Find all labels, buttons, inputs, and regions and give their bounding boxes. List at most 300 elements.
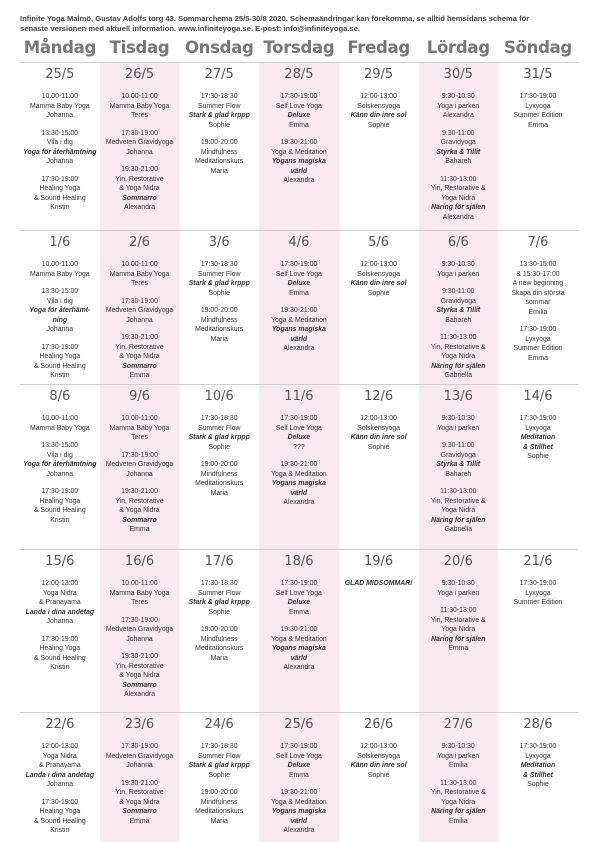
class-detail: Johanna (46, 326, 74, 333)
class-entry (418, 441, 498, 479)
class-detail: Yoga i parken (437, 424, 480, 432)
class-detail: Medveten Gravidyoga (105, 139, 174, 146)
class-detail: Teres (131, 599, 148, 606)
class-detail: Yoga i parken (437, 589, 480, 597)
class-detail: Johanna (46, 618, 74, 625)
class-detail: Yoga för återhämt- (29, 307, 91, 314)
day-date: 20/6 (443, 554, 473, 569)
class-entry (179, 138, 259, 176)
class-time: 17:30-18:30 (200, 261, 238, 268)
day-date: 25/6 (284, 717, 314, 732)
class-detail: Mamma Baby Yoga (109, 424, 170, 432)
class-detail: Yin, Restorative & (430, 497, 486, 505)
class-detail: Mindfulness (200, 148, 238, 156)
class-detail: Mamma Baby Yoga (29, 270, 90, 278)
day-date: 6/6 (447, 235, 469, 250)
class-detail: Alexandra (283, 664, 315, 671)
class-detail: & Stillhet (523, 771, 553, 779)
class-detail: & Pranayama (38, 762, 81, 769)
class-time: 19:30-21:00 (121, 779, 158, 787)
class-entry (339, 414, 419, 452)
day-cell (339, 231, 419, 384)
day-cell (100, 63, 180, 230)
day-cell (498, 713, 578, 842)
class-detail: Healing Yoga (39, 497, 81, 505)
day-date: 30/5 (443, 67, 473, 82)
weekday-monday: Måndag (23, 38, 96, 57)
class-time: 10.00-11:00 (41, 93, 78, 100)
class-entry (259, 260, 339, 298)
day-cell (418, 231, 498, 384)
day-date: 28/5 (284, 67, 314, 82)
class-detail: Emma (528, 354, 548, 362)
class-time: 17:30-18:30 (200, 93, 238, 100)
class-detail: Sommarro (122, 808, 157, 815)
class-detail: Maria (210, 167, 228, 175)
class-entry (20, 260, 100, 279)
class-entry (179, 92, 259, 130)
class-detail: Alexandra (124, 204, 156, 211)
class-detail: Teres (131, 112, 148, 119)
class-time: 9:30-10:30 (441, 743, 475, 750)
day-cell (179, 231, 259, 384)
header-line-1: Infinite Yoga Malmö, Gustav Adolfs torg 43. Sommarchema 25/5-30/8 2020. Schemaändringar kan förekomma, se alltid hemsidans schema för (20, 14, 530, 23)
class-detail: Gravidyoga (440, 451, 476, 459)
day-cell (20, 385, 100, 549)
class-entry (418, 333, 498, 381)
class-detail: Meditation (520, 434, 556, 441)
class-detail: & Sound Healing (33, 362, 86, 370)
day-date: 16/6 (124, 554, 155, 569)
class-time: 10.00-11:00 (41, 261, 78, 268)
class-detail: Stark & glad krppp (188, 762, 250, 769)
class-time: 19:30-21:00 (121, 334, 158, 341)
class-detail: Landa i dina andetag (25, 608, 95, 616)
class-detail: Emma (129, 817, 150, 825)
class-detail: Yin, Restorative & (430, 343, 486, 351)
class-time: 17:30-18:30 (200, 743, 238, 750)
class-detail: Medveten Gravidyoga (105, 307, 174, 314)
class-detail: Yin, Restorative & (430, 789, 486, 796)
weekday-sunday: Söndag (504, 38, 572, 57)
day-date: 19/6 (363, 554, 394, 569)
class-detail: Bahareh (445, 316, 472, 324)
class-time: 17:30-19:00 (519, 326, 557, 333)
class-detail: & Yoga Nidra (119, 185, 160, 192)
class-detail: Sophie (208, 121, 230, 129)
day-cell (498, 231, 578, 384)
day-cell (179, 550, 259, 712)
class-detail: Johanna (126, 148, 153, 156)
class-entry (179, 742, 259, 780)
class-detail: värld (290, 489, 308, 497)
day-date: 4/6 (288, 235, 310, 250)
day-date: 7/6 (527, 235, 549, 250)
class-time: 17:30-18:30 (200, 415, 238, 422)
day-date: 26/5 (124, 67, 155, 82)
class-time: 10.00-11:00 (121, 93, 158, 100)
class-detail: Gravidyoga (440, 297, 476, 305)
class-detail: Maria (210, 489, 228, 497)
class-detail: Yin, Restorative (115, 662, 164, 670)
class-time: 17:30-19:00 (519, 415, 557, 422)
class-detail: Emma (448, 645, 469, 652)
day-date: 13/6 (443, 389, 473, 404)
class-time: 12:00-13:00 (360, 743, 397, 750)
class-detail: Mindfulness (200, 470, 238, 478)
class-time: 10.00-11:00 (121, 261, 158, 268)
class-detail: Yoga Nidra (42, 752, 77, 760)
class-entry (418, 414, 498, 433)
class-detail: Emma (288, 121, 309, 129)
class-time: 9:30-10:30 (441, 580, 475, 587)
class-entry (418, 606, 498, 654)
class-entry (20, 441, 100, 479)
class-detail: Yoga Nidra (42, 589, 77, 597)
class-detail: Sommarro (122, 362, 157, 370)
class-entry (100, 92, 180, 121)
class-detail: Styrka & Tillit (436, 461, 481, 468)
class-time: 19:00-20:00 (200, 139, 238, 146)
day-date: 11/6 (284, 389, 314, 404)
class-detail: värld (290, 654, 308, 662)
class-entry (100, 652, 180, 700)
class-entry (100, 487, 180, 535)
class-detail: Känn din inre sol (350, 112, 407, 119)
day-cell (259, 713, 339, 842)
class-entry (259, 414, 339, 452)
day-cell (498, 385, 578, 549)
class-entry (100, 616, 180, 645)
class-detail: Johanna (126, 470, 153, 478)
class-detail: Yoga Nidra (441, 194, 476, 202)
class-detail: Sophie (367, 771, 390, 779)
class-detail: Johanna (126, 762, 153, 769)
class-detail: Medveten Gravidyoga (105, 461, 174, 468)
class-time: 9:30-11:00 (442, 129, 475, 137)
class-detail: Meditationskurs (195, 480, 244, 487)
class-detail: Lyxyoga (525, 424, 551, 432)
class-time: 19:30-21:00 (280, 307, 318, 314)
class-detail: Yin, Restorative (115, 789, 164, 796)
class-entry (259, 788, 339, 836)
class-detail: Summer Flow (197, 102, 241, 110)
class-detail: Summer Flow (197, 752, 241, 760)
class-entry (339, 92, 419, 130)
class-detail: Landa i dina andetag (25, 771, 95, 779)
day-date: 8/6 (49, 389, 71, 404)
weekday-saturday: Lördag (426, 38, 490, 57)
class-detail: Alexandra (283, 499, 315, 506)
class-detail: Medveten Gravidyoga (105, 626, 174, 633)
class-detail: Sophie (208, 771, 230, 779)
day-cell (259, 385, 339, 549)
class-detail: sommar (525, 299, 551, 306)
class-time: 17:30-19:00 (41, 175, 79, 183)
class-detail: Self Love Yoga (275, 752, 322, 760)
class-entry (498, 260, 578, 317)
class-time: 17:30-19:00 (41, 798, 79, 806)
day-date: 27/5 (204, 67, 234, 82)
class-entry (20, 414, 100, 433)
day-date: 10/6 (204, 389, 234, 404)
class-entry (259, 138, 339, 186)
class-detail: Alexandra (283, 827, 315, 834)
class-entry (259, 625, 339, 673)
day-cell (259, 63, 339, 230)
class-entry (179, 788, 259, 826)
class-detail: Sophie (208, 608, 230, 616)
day-date: 2/6 (129, 235, 150, 250)
class-entry (418, 287, 498, 325)
class-detail: Deluxe (287, 762, 311, 769)
class-detail: Self Love Yoga (275, 424, 322, 432)
class-time: 19:30-21:00 (121, 653, 158, 660)
class-entry (100, 579, 180, 608)
day-date: 18/6 (284, 554, 314, 569)
day-date: 26/6 (363, 717, 394, 732)
class-detail: Yin, Restorative (115, 497, 164, 505)
day-date: 31/5 (523, 67, 553, 82)
class-time: 11:30-13:00 (440, 334, 477, 341)
class-entry (20, 92, 100, 121)
class-time: 10.00-11:00 (121, 415, 158, 422)
class-detail: Vila i dig (46, 297, 73, 305)
class-detail: Maria (210, 654, 228, 662)
class-detail: & Pranayama (38, 599, 81, 606)
class-detail: Sophie (208, 443, 230, 451)
class-entry (100, 129, 180, 158)
class-detail: Emma (129, 372, 150, 379)
class-detail: Summer Edition (513, 599, 563, 606)
class-detail: Solskensyoga (357, 270, 401, 278)
day-date: 23/6 (124, 717, 155, 732)
class-detail: Yin, Restorative & (430, 616, 486, 624)
class-detail: Kristin (50, 204, 70, 211)
class-detail: Healing Yoga (39, 645, 81, 652)
class-detail: & Stillhet (523, 443, 553, 451)
class-entry (20, 175, 100, 213)
class-entry (100, 297, 180, 326)
class-time: 10.00-11:00 (121, 580, 158, 587)
class-detail: Lyxyoga (525, 102, 551, 110)
class-detail: Yin, Restorative (115, 343, 164, 351)
class-time: 9:30-11:00 (442, 288, 475, 295)
class-detail: Kristin (50, 827, 70, 834)
class-detail: Mindfulness (200, 316, 238, 324)
class-detail: Yoga i parken (437, 102, 480, 110)
class-detail: Sophie (367, 289, 390, 297)
class-entry (259, 92, 339, 130)
class-detail: Maria (210, 335, 228, 343)
class-time: 11:30-13:00 (440, 488, 477, 495)
class-detail: Stark & glad krppp (188, 599, 250, 606)
class-time: 9:30-10:30 (441, 93, 475, 100)
day-cell (259, 231, 339, 384)
class-entry (20, 287, 100, 335)
day-date: 12/6 (363, 389, 394, 404)
week-row (20, 63, 578, 230)
class-detail: Gabriella (444, 372, 473, 379)
class-time: 9:30-10:30 (441, 261, 475, 268)
class-time: 19:30-21:00 (280, 139, 318, 146)
class-detail: Yogans magiska (271, 158, 326, 165)
day-date: 25/5 (45, 67, 75, 82)
day-date: 15/6 (45, 554, 75, 569)
week-row (20, 231, 578, 384)
class-detail: Stark & glad krppp (188, 112, 250, 119)
class-time: 12:00-13:00 (41, 580, 79, 587)
class-detail: Alexandra (283, 177, 315, 184)
schedule-header (20, 14, 580, 34)
class-detail: Summer Edition (513, 112, 563, 119)
class-detail: Yoga i parken (437, 752, 480, 760)
weekday-wednesday: Onsdag (184, 38, 254, 57)
class-detail: Solskensyoga (357, 102, 401, 110)
class-detail: Johanna (46, 158, 74, 165)
day-cell (339, 63, 419, 230)
class-detail: & Sound Healing (33, 817, 86, 825)
day-cell (20, 713, 100, 842)
class-detail: Deluxe (287, 599, 311, 606)
class-detail: Mamma Baby Yoga (109, 102, 170, 110)
day-date: 14/6 (523, 389, 553, 404)
class-entry (179, 260, 259, 298)
class-detail: Self Love Yoga (275, 589, 322, 597)
class-detail: Yoga & Meditation (271, 316, 327, 324)
class-detail: Deluxe (287, 434, 311, 441)
class-entry (498, 325, 578, 363)
class-time: 12:00-13:00 (360, 261, 397, 268)
class-entry (100, 260, 180, 289)
class-entry (259, 460, 339, 508)
class-entry (20, 579, 100, 627)
class-time: 17:30-19:00 (280, 415, 318, 422)
class-time: 19:00-20:00 (200, 789, 238, 796)
class-detail: Gabriella (444, 526, 473, 533)
class-detail: Yoga för återhämtning (23, 148, 97, 156)
class-detail: Solskensyoga (357, 424, 401, 432)
class-time: 19:30-21:00 (280, 461, 318, 468)
day-cell (418, 385, 498, 549)
class-detail: Sommarro (122, 194, 157, 202)
class-entry (20, 742, 100, 790)
class-detail: Bahareh (445, 158, 472, 165)
class-detail: & Yoga Nidra (119, 353, 160, 360)
class-entry (498, 414, 578, 462)
class-detail: Meditationskurs (195, 645, 244, 652)
day-date: 21/6 (523, 554, 553, 569)
day-cell (339, 385, 419, 549)
class-time: 11:30-13:00 (440, 779, 477, 787)
class-time: 13:30-15:00 (519, 261, 557, 268)
class-detail: värld (290, 167, 308, 175)
class-time: 13:30-15:00 (41, 129, 79, 137)
class-detail: Vila i dig (46, 451, 73, 459)
class-detail: Sophie (367, 121, 390, 129)
class-detail: Yoga & Meditation (271, 635, 327, 643)
class-detail: Yoga & Meditation (271, 798, 327, 806)
class-detail: Teres (131, 280, 148, 287)
class-entry (418, 129, 498, 167)
class-detail: Alexandra (283, 345, 315, 352)
schedule-grid (20, 62, 578, 842)
day-cell (418, 63, 498, 230)
class-detail: & Sound Healing (33, 507, 86, 514)
class-entry (20, 635, 100, 673)
class-detail: Mindfulness (200, 798, 238, 806)
class-detail: Emma (288, 771, 309, 779)
class-detail: Yoga Nidra (441, 798, 476, 806)
class-time: 19:30-21:00 (121, 166, 158, 173)
class-detail: Healing Yoga (39, 353, 81, 360)
class-detail: Lyxyoga (525, 335, 551, 343)
class-entry (20, 129, 100, 167)
class-detail: Johanna (126, 635, 153, 643)
class-detail: & Sound Healing (33, 654, 86, 662)
class-entry (100, 451, 180, 480)
class-entry (179, 625, 259, 663)
class-time: 19:00-20:00 (200, 461, 238, 468)
day-date: 29/5 (363, 67, 394, 82)
class-entry (498, 92, 578, 130)
week-row (20, 550, 578, 712)
week-row (20, 713, 578, 842)
class-detail: Näring för själen (431, 362, 486, 370)
class-entry (100, 333, 180, 381)
class-detail: ning (52, 316, 68, 324)
class-time: 17:30-19:00 (41, 343, 79, 351)
day-cell (179, 713, 259, 842)
class-detail: Stark & glad krppp (188, 434, 250, 441)
class-time: 9:30-11:00 (442, 442, 475, 449)
class-detail: Styrka & Tillit (436, 148, 481, 156)
class-time: 11:30-13:00 (440, 607, 477, 614)
class-time: 17:30-19:00 (280, 261, 318, 268)
class-entry (20, 343, 100, 381)
class-detail: Meditationskurs (195, 808, 244, 815)
day-date: 5/6 (368, 235, 390, 250)
class-entry (100, 779, 180, 827)
class-detail: Yogans magiska (271, 808, 326, 815)
class-detail: Bahareh (445, 470, 472, 478)
class-entry (339, 742, 419, 780)
class-detail: Mindfulness (200, 635, 238, 643)
class-entry (418, 92, 498, 121)
class-detail: Johanna (46, 781, 74, 788)
class-time: 13:30-15:00 (41, 442, 79, 449)
class-detail: Deluxe (287, 112, 311, 119)
class-detail: Solskensyoga (357, 752, 401, 760)
class-time: 17:30-19:00 (121, 451, 158, 459)
class-detail: Näring för själen (431, 635, 486, 643)
class-entry (100, 165, 180, 213)
class-detail: & Yoga Nidra (119, 798, 160, 806)
day-cell (100, 231, 180, 384)
class-detail: värld (290, 335, 308, 343)
class-entry (179, 414, 259, 452)
class-entry (179, 460, 259, 498)
day-date: 22/6 (45, 717, 75, 732)
day-cell (20, 63, 100, 230)
weekday-header-row (20, 38, 578, 57)
class-entry (498, 579, 578, 608)
class-detail: Yogans magiska (271, 326, 326, 333)
weekday-thursday: Torsdag (263, 38, 335, 57)
day-cell (179, 385, 259, 549)
class-detail: Healing Yoga (39, 808, 81, 815)
class-detail: ??? (293, 443, 305, 451)
